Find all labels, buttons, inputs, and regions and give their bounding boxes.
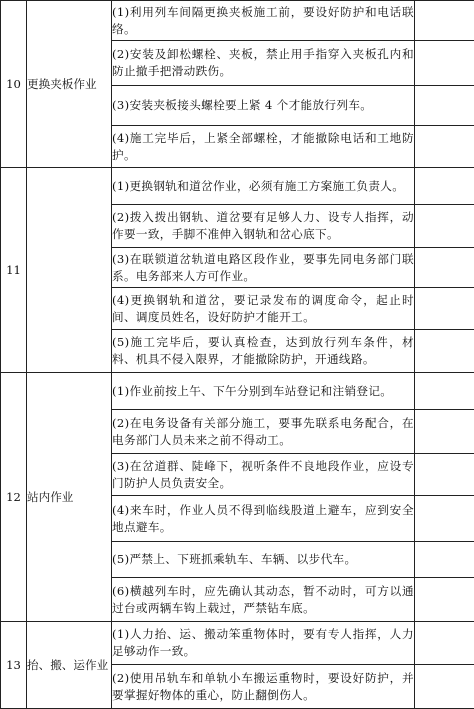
rule-text: (5)严禁上、下班抓乘轨车、车辆、以步代车。 bbox=[112, 551, 414, 568]
job-name bbox=[27, 1, 112, 168]
note-cell bbox=[415, 86, 474, 126]
safety-rule bbox=[112, 1, 415, 41]
rule-text: (3)在联锁道岔轨道电路区段作业，要事先同电务部门联系。电务部来人方可作业。 bbox=[112, 251, 414, 285]
rule-text: (4)更换钢轨和道岔，要记录发布的调度命令，起止时间、调度员姓名，设好防护才能开工。 bbox=[112, 292, 414, 326]
note-cell bbox=[415, 373, 474, 410]
rule-text: (5)施工完毕后，要认真检查，达到放行列车条件，材料、机具不侵入限界，才能撤除防护，开通线路。 bbox=[112, 334, 414, 368]
safety-rule bbox=[112, 205, 415, 248]
note-cell bbox=[415, 205, 474, 248]
note-cell bbox=[415, 454, 474, 496]
job-label: 站内作业 bbox=[27, 489, 111, 506]
safety-rule bbox=[112, 248, 415, 288]
rule-text: (1)人力抬、运、搬动笨重物体时，要有专人指挥，人力足够动作一致。 bbox=[112, 626, 414, 660]
item-number: 10 bbox=[1, 1, 27, 168]
rule-text: (3)安装夹板接头螺栓要上紧 4 个才能放行列车。 bbox=[112, 97, 414, 114]
rule-text: (2)拨入拨出钢轨、道岔要有足够人力、设专人指挥，动作要一致，手脚不准伸入钢轨和岔心底下。 bbox=[112, 209, 414, 243]
item-number: 13 bbox=[1, 622, 27, 709]
job-label: 抬、搬、运作业 bbox=[27, 657, 111, 674]
safety-rule bbox=[112, 330, 415, 373]
item-number: 11 bbox=[1, 168, 27, 373]
note-cell bbox=[415, 1, 474, 41]
note-cell bbox=[415, 496, 474, 542]
note-cell bbox=[415, 168, 474, 205]
table-row bbox=[1, 1, 474, 41]
safety-rule bbox=[112, 665, 415, 709]
rule-text: (2)在电务设备有关部分施工，要事先联系电务配合，在电务部门人员未来之前不得动工。 bbox=[112, 415, 414, 449]
rule-text: (4)来车时，作业人员不得到临线股道上避车，应到安全地点避车。 bbox=[112, 502, 414, 536]
safety-rule bbox=[112, 86, 415, 126]
rule-text: (1)更换钢轨和道岔作业，必须有施工方案施工负责人。 bbox=[112, 178, 414, 195]
rule-text: (1)作业前按上午、下午分别到车站登记和注销登记。 bbox=[112, 383, 414, 400]
safety-rule bbox=[112, 373, 415, 410]
note-cell bbox=[415, 622, 474, 665]
item-number: 12 bbox=[1, 373, 27, 622]
note-cell bbox=[415, 410, 474, 454]
rule-text: (6)横越列车时，应先确认其动态，暂不动时，可方以通过台或两辆车钩上载过，严禁钻车底。 bbox=[112, 583, 414, 617]
note-cell bbox=[415, 248, 474, 288]
safety-rule bbox=[112, 454, 415, 496]
rule-text: (4)施工完毕后，上紧全部螺栓，才能撤除电话和工地防护。 bbox=[112, 130, 414, 164]
job-name bbox=[27, 373, 112, 622]
safety-rule bbox=[112, 168, 415, 205]
job-name bbox=[27, 168, 112, 373]
table-row bbox=[1, 622, 474, 665]
safety-rule bbox=[112, 542, 415, 578]
note-cell bbox=[415, 288, 474, 330]
note-cell bbox=[415, 330, 474, 373]
safety-rule bbox=[112, 410, 415, 454]
rule-text: (2)使用吊轨车和单轨小车搬运重物时，要设好防护，并要掌握好物体的重心，防止翻倒伤人。 bbox=[112, 670, 414, 704]
safety-rule bbox=[112, 41, 415, 86]
note-cell bbox=[415, 41, 474, 86]
note-cell bbox=[415, 542, 474, 578]
safety-rule bbox=[112, 578, 415, 622]
safety-rule bbox=[112, 496, 415, 542]
rule-text: (1)利用列车间隔更换夹板施工前，要设好防护和电话联络。 bbox=[112, 4, 414, 38]
note-cell bbox=[415, 665, 474, 709]
safety-rule bbox=[112, 622, 415, 665]
note-cell bbox=[415, 578, 474, 622]
table-row bbox=[1, 168, 474, 205]
rule-text: (2)安装及卸松螺栓、夹板，禁止用手指穿入夹板孔内和防止撤手把滑动跌伤。 bbox=[112, 46, 414, 80]
note-cell bbox=[415, 126, 474, 168]
job-name bbox=[27, 622, 112, 709]
safety-rule bbox=[112, 288, 415, 330]
table-row bbox=[1, 373, 474, 410]
job-label: 更换夹板作业 bbox=[27, 76, 111, 93]
safety-rule bbox=[112, 126, 415, 168]
rule-text: (3)在岔道群、陡峰下，视听条件不良地段作业，应设专门防护人员负责安全。 bbox=[112, 458, 414, 492]
